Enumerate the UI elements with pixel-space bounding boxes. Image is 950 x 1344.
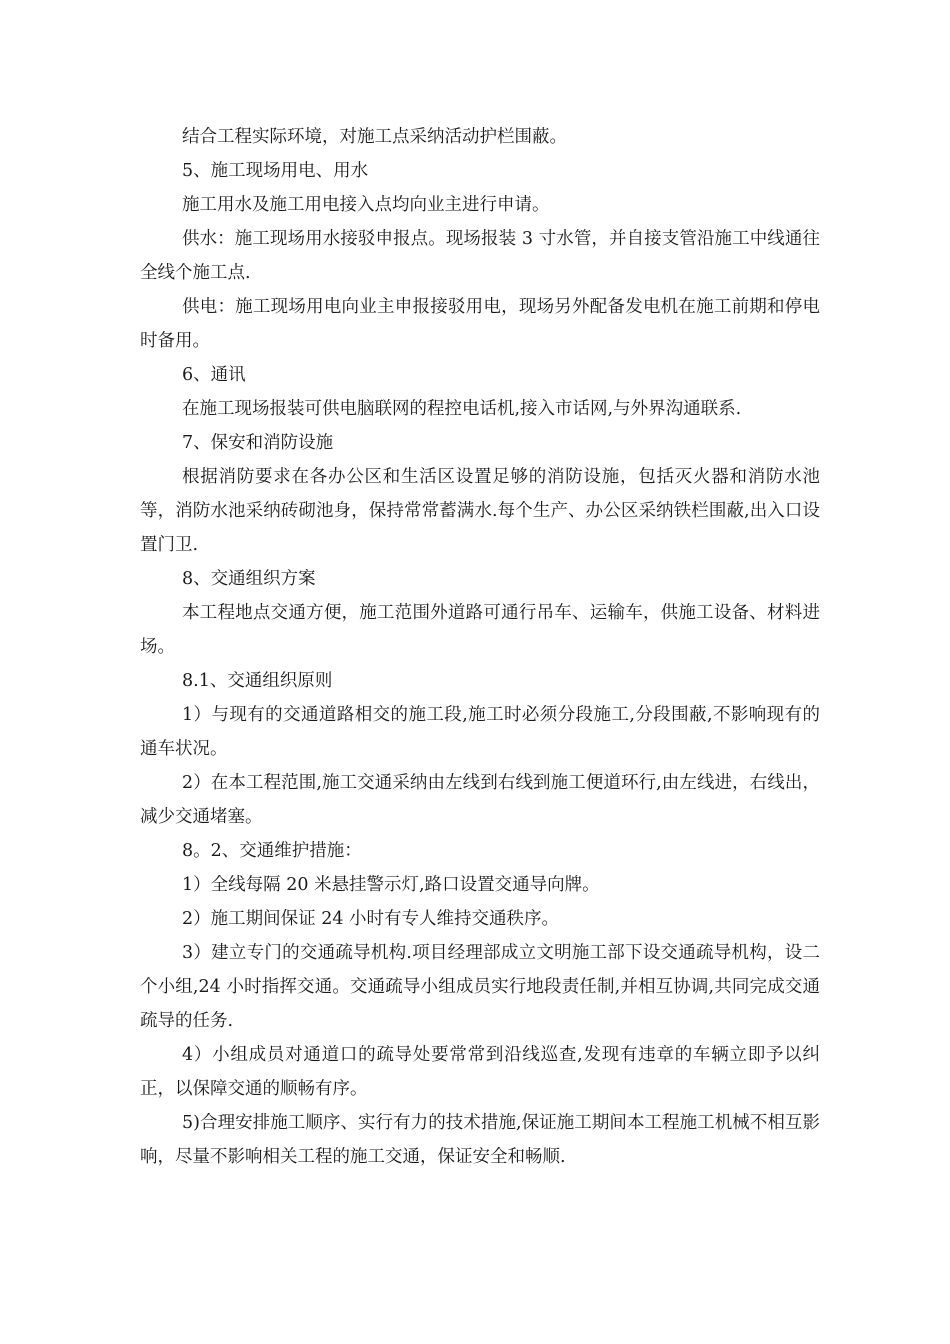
paragraph-barrier: 结合工程实际环境，对施工点采纳活动护栏围蔽。 <box>182 127 567 147</box>
list-item-measure-4: 4）小组成员对通道口的疏导处要常常到沿线巡查,发现有违章的车辆立即予以纠正，以保障交通的顺畅有序。 <box>140 1045 820 1099</box>
paragraph-fire-facilities: 根据消防要求在各办公区和生活区设置足够的消防设施，包括灭火器和消防水池等，消防水池采纳砖砌池身，保持常常蓄满水.每个生产、办公区采纳铁栏围蔽,出入口设置门卫. <box>140 467 820 555</box>
list-item-measure-1: 1）全线每隔 20 米悬挂警示灯,路口设置交通导向牌。 <box>182 875 600 895</box>
heading-traffic-measures: 8。2、交通维护措施： <box>182 841 362 861</box>
list-item-measure-5: 5)合理安排施工顺序、实行有力的技术措施,保证施工期间本工程施工机械不相互影响，尽量不影响相关工程的施工交通，保证安全和畅顺. <box>140 1113 820 1167</box>
heading-power-water: 5、施工现场用电、用水 <box>182 161 369 181</box>
paragraph-power-water-request: 施工用水及施工用电接入点均向业主进行申请。 <box>182 195 550 215</box>
paragraph-power-supply: 供电：施工现场用电向业主申报接驳用电，现场另外配备发电机在施工前期和停电时备用。 <box>140 297 820 351</box>
heading-communication: 6、通讯 <box>182 365 246 385</box>
paragraph-communication: 在施工现场报装可供电脑联网的程控电话机,接入市话网,与外界沟通联系. <box>182 399 742 419</box>
heading-security-fire: 7、保安和消防设施 <box>182 433 334 453</box>
list-item-measure-2: 2）施工期间保证 24 小时有专人维持交通秩序。 <box>182 909 560 929</box>
document-body <box>140 120 820 1174</box>
paragraph-water-supply: 供水：施工现场用水接驳申报点。现场报装 3 寸水管，并自接支管沿施工中线通往全线个施工点. <box>140 229 820 283</box>
heading-traffic-plan: 8、交通组织方案 <box>182 569 316 589</box>
paragraph-traffic-access: 本工程地点交通方便，施工范围外道路可通行吊车、运输车，供施工设备、材料进场。 <box>140 603 820 657</box>
list-item-principle-1: 1）与现有的交通道路相交的施工段,施工时必须分段施工,分段围蔽,不影响现有的通车状况。 <box>140 705 820 759</box>
list-item-measure-3: 3）建立专门的交通疏导机构.项目经理部成立文明施工部下设交通疏导机构，设二个小组,24 小时指挥交通。交通疏导小组成员实行地段责任制,并相互协调,共同完成交通疏导的任务. <box>140 943 820 1031</box>
list-item-principle-2: 2）在本工程范围,施工交通采纳由左线到右线到施工便道环行,由左线进，右线出，减少交通堵塞。 <box>140 773 820 827</box>
heading-traffic-principles: 8.1、交通组织原则 <box>182 671 333 691</box>
